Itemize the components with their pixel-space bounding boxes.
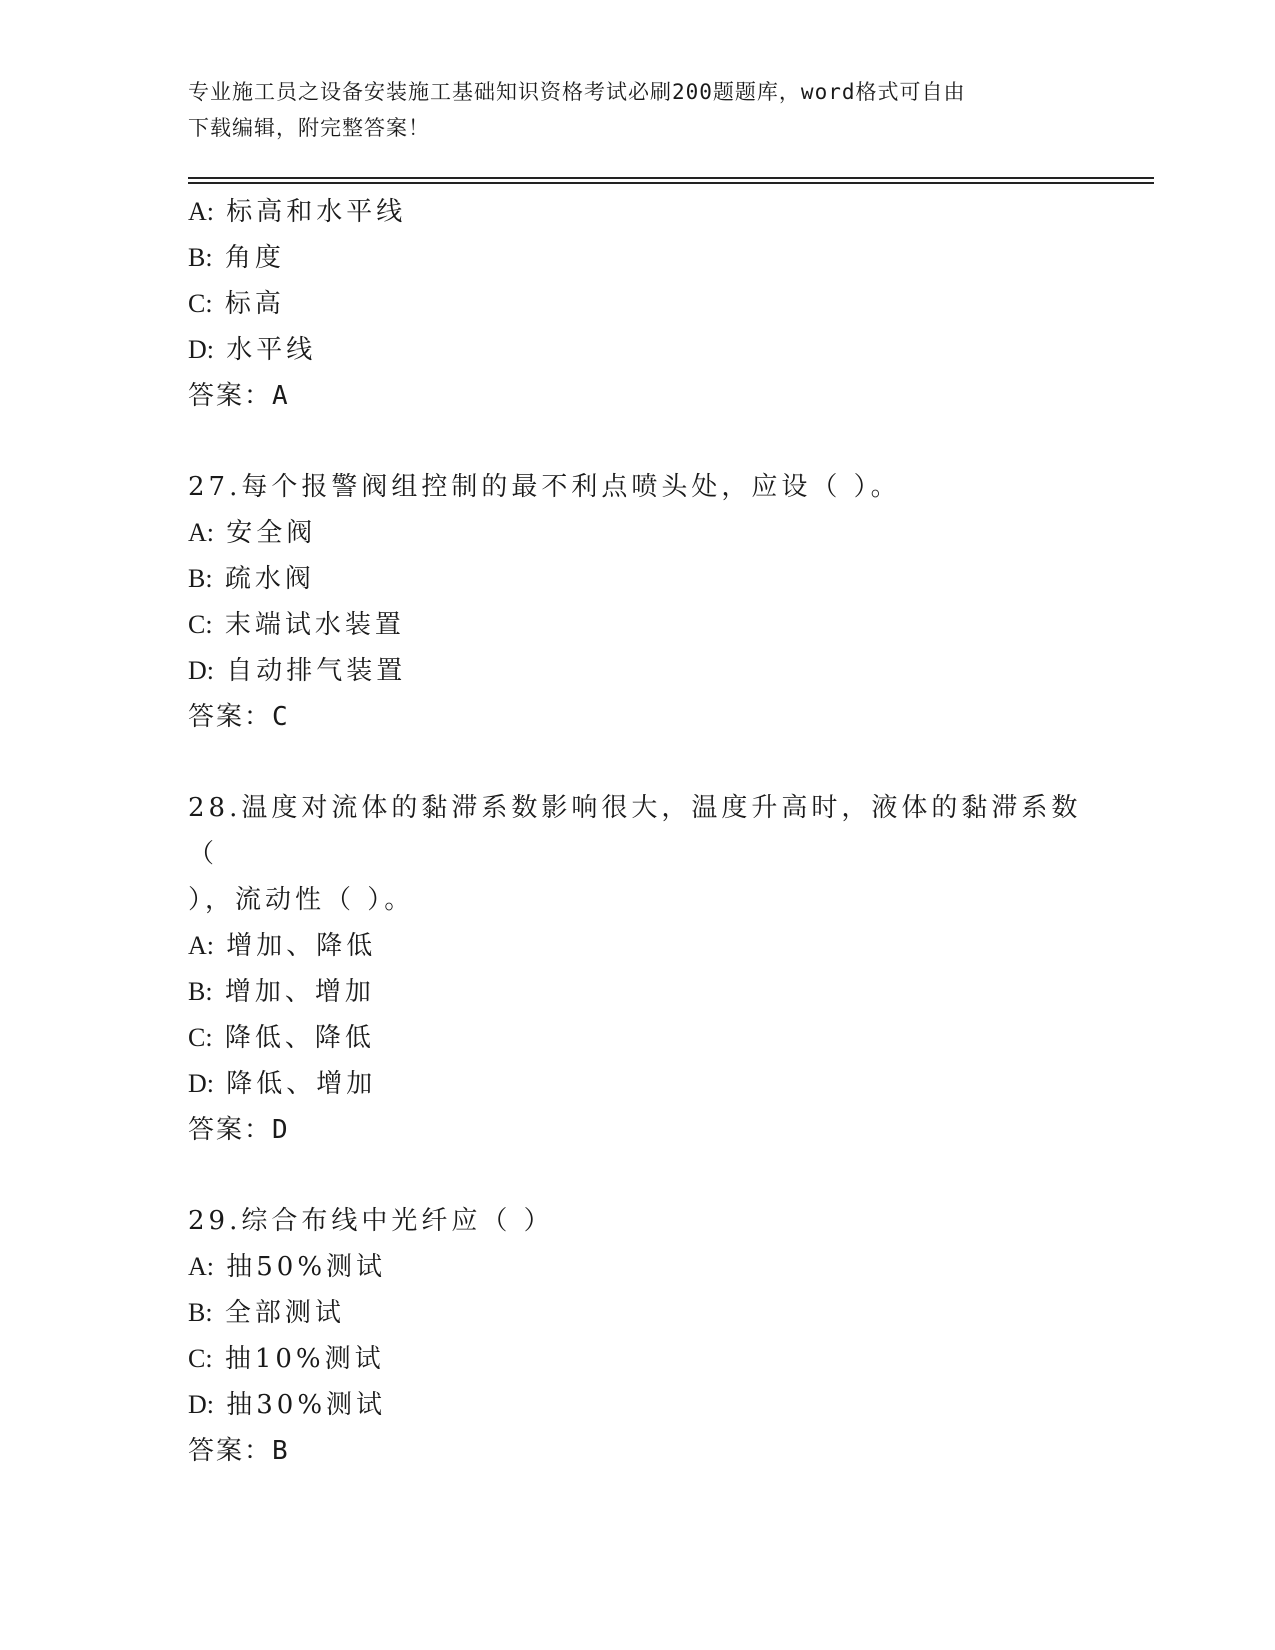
option-text: 抽10%测试 — [224, 1344, 385, 1374]
option-text: 全部测试 — [224, 1298, 345, 1328]
option-text: 降低、降低 — [224, 1023, 375, 1053]
option-letter: B: — [188, 243, 213, 272]
option-c — [188, 281, 1088, 327]
option-letter: D: — [188, 656, 214, 685]
option-text: 标高 — [224, 289, 285, 319]
answer-value: D — [272, 1115, 290, 1145]
question-list — [188, 189, 1088, 1474]
option-d — [188, 648, 1088, 694]
option-text: 抽50%测试 — [226, 1252, 387, 1282]
header-divider-bottom — [188, 182, 1154, 184]
option-text: 角度 — [224, 243, 285, 273]
option-text: 水平线 — [226, 335, 317, 365]
option-letter: A: — [188, 1252, 214, 1281]
header-divider-top — [188, 177, 1154, 179]
document-header — [188, 74, 1068, 146]
question-spacer — [188, 1153, 1088, 1198]
option-text: 抽30%测试 — [226, 1390, 387, 1420]
question-block-26 — [188, 189, 1088, 419]
question-spacer — [188, 419, 1088, 464]
question-spacer — [188, 740, 1088, 785]
option-text: 标高和水平线 — [226, 197, 407, 227]
option-a — [188, 1244, 1088, 1290]
option-c — [188, 1015, 1088, 1061]
option-b — [188, 235, 1088, 281]
answer-line — [188, 373, 1088, 419]
option-letter: B: — [188, 977, 213, 1006]
option-text: 增加、降低 — [226, 931, 377, 961]
answer-line — [188, 1428, 1088, 1474]
option-letter: D: — [188, 335, 214, 364]
answer-line — [188, 694, 1088, 740]
option-a — [188, 923, 1088, 969]
option-letter: D: — [188, 1390, 214, 1419]
option-letter: C: — [188, 289, 213, 318]
header-line-1: 专业施工员之设备安装施工基础知识资格考试必刷200题题库，word格式可自由 — [188, 80, 966, 104]
header-line-2: 下载编辑，附完整答案！ — [188, 116, 430, 140]
answer-value: A — [272, 381, 290, 411]
question-text-line-2: ），流动性（ ）。 — [188, 885, 415, 915]
option-d — [188, 327, 1088, 373]
answer-label: 答案： — [188, 1436, 273, 1466]
option-text: 安全阀 — [226, 518, 317, 548]
question-block-28 — [188, 785, 1088, 1153]
question-block-27 — [188, 464, 1088, 740]
option-letter: A: — [188, 931, 214, 960]
option-c — [188, 602, 1088, 648]
option-letter: C: — [188, 1344, 213, 1373]
question-text: 27.每个报警阀组控制的最不利点喷头处，应设（ ）。 — [188, 472, 901, 502]
option-letter: C: — [188, 1023, 213, 1052]
option-d — [188, 1382, 1088, 1428]
answer-label: 答案： — [188, 381, 273, 411]
option-letter: D: — [188, 1069, 214, 1098]
answer-value: C — [272, 702, 290, 732]
question-block-29 — [188, 1198, 1088, 1474]
answer-label: 答案： — [188, 1115, 273, 1145]
option-letter: A: — [188, 518, 214, 547]
option-text: 疏水阀 — [224, 564, 315, 594]
answer-value: B — [272, 1436, 290, 1466]
question-text: 29.综合布线中光纤应（ ） — [188, 1206, 554, 1236]
option-text: 末端试水装置 — [224, 610, 405, 640]
option-a — [188, 510, 1088, 556]
option-text: 增加、增加 — [224, 977, 375, 1007]
option-b — [188, 1290, 1088, 1336]
option-d — [188, 1061, 1088, 1107]
answer-label: 答案： — [188, 702, 273, 732]
option-letter: A: — [188, 197, 214, 226]
option-letter: C: — [188, 610, 213, 639]
option-a — [188, 189, 1088, 235]
option-b — [188, 556, 1088, 602]
option-text: 自动排气装置 — [226, 656, 407, 686]
option-letter: B: — [188, 1298, 213, 1327]
option-b — [188, 969, 1088, 1015]
option-text: 降低、增加 — [226, 1069, 377, 1099]
option-c — [188, 1336, 1088, 1382]
option-letter: B: — [188, 564, 213, 593]
answer-line — [188, 1107, 1088, 1153]
question-text-line-1: 28.温度对流体的黏滞系数影响很大，温度升高时，液体的黏滞系数（ — [188, 793, 1082, 869]
question-text — [188, 785, 1088, 923]
